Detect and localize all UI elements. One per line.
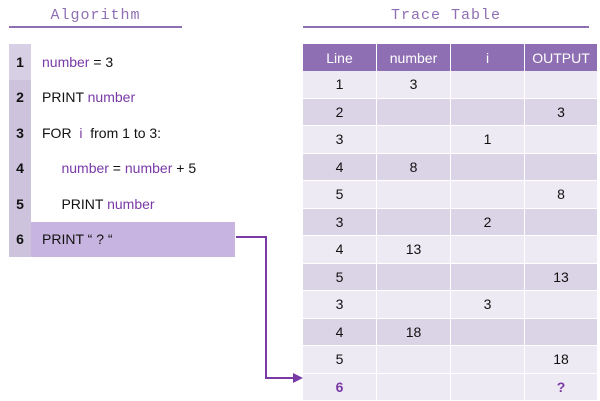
code-token: from 1 to 3: <box>82 124 162 141</box>
column-header-number: number <box>377 44 451 71</box>
code-token: PRINT “ ? “ <box>42 231 113 248</box>
trace-cell: 4 <box>303 236 377 264</box>
trace-cell: 4 <box>303 153 377 181</box>
code-token: PRINT <box>42 195 108 212</box>
variable-token: number <box>124 160 173 177</box>
line-number: 6 <box>9 222 31 258</box>
trace-cell: 6 <box>303 373 377 401</box>
code-token: + 5 <box>172 160 197 177</box>
algorithm-heading: Algorithm <box>50 7 141 24</box>
line-number: 5 <box>9 186 31 222</box>
trace-cell: 4 <box>303 318 377 346</box>
line-number: 2 <box>9 80 31 116</box>
trace-cell: 8 <box>525 181 598 209</box>
line-number: 3 <box>9 115 31 151</box>
trace-cell: 5 <box>303 346 377 374</box>
variable-token: number <box>87 89 136 106</box>
trace-cell: 3 <box>303 126 377 154</box>
trace-cell: 2 <box>451 208 525 236</box>
variable-token: number <box>107 195 155 212</box>
trace-cell: 5 <box>303 181 377 209</box>
trace-cell: 3 <box>525 98 598 126</box>
trace-cell: 3 <box>451 291 525 319</box>
trace-cell: 8 <box>377 153 451 181</box>
trace-cell: 13 <box>377 236 451 264</box>
trace-cell: 3 <box>303 291 377 319</box>
column-header-i: i <box>451 44 525 71</box>
code-token: PRINT <box>42 89 88 106</box>
trace-cell: ? <box>525 373 598 401</box>
trace-cell: 13 <box>525 263 598 291</box>
trace-cell: 3 <box>303 208 377 236</box>
variable-token: number <box>42 53 90 70</box>
trace-cell: 18 <box>525 346 598 374</box>
trace-cell: 3 <box>377 71 451 98</box>
code-token: = <box>108 160 125 177</box>
variable-token: number <box>61 160 109 177</box>
code-token: = 3 <box>89 53 114 70</box>
trace-cell: 1 <box>451 126 525 154</box>
trace-heading: Trace Table <box>390 7 502 24</box>
trace-cell: 1 <box>303 71 377 98</box>
trace-cell: 2 <box>303 98 377 126</box>
column-header-line: Line <box>303 44 377 71</box>
trace-cell: 5 <box>303 263 377 291</box>
column-header-output: OUTPUT <box>525 44 598 71</box>
line-number: 4 <box>9 151 31 187</box>
code-token: FOR <box>42 124 80 141</box>
trace-cell: 18 <box>377 318 451 346</box>
variable-token: i <box>79 124 83 141</box>
line-number: 1 <box>9 44 31 80</box>
